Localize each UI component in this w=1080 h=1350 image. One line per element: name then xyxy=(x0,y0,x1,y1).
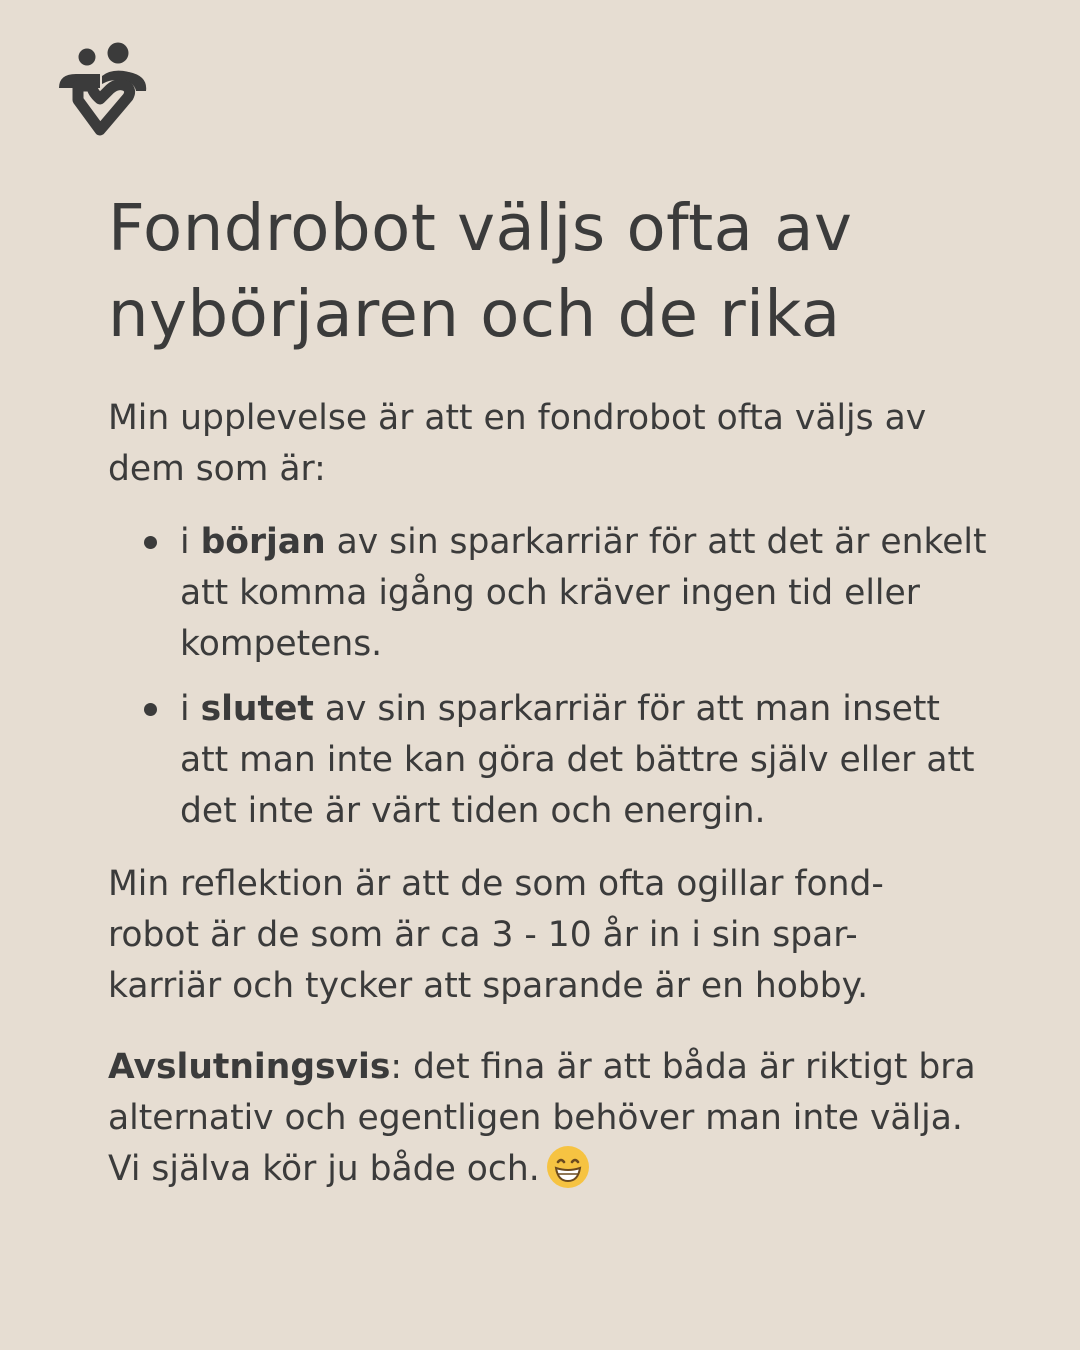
bullet-1-pre: i xyxy=(180,522,201,562)
reflection-line-1: Min reflektion är att de som ofta ogillar fond- xyxy=(108,864,884,904)
bullet-2-post: av sin sparkarriär för att man insett att man inte kan göra det bättre själv eller att det inte är värt tiden och energin. xyxy=(180,689,975,831)
closing-text: : det fina är att båda är riktigt bra alternativ och egentligen behöver man inte välja. Vi själva kör ju både och. xyxy=(108,1047,976,1189)
bullet-1-bold: början xyxy=(200,522,326,562)
bullet-dot-icon xyxy=(144,536,157,549)
page-title xyxy=(108,186,988,358)
closing-bold: Avslutningsvis xyxy=(108,1047,391,1087)
main-content xyxy=(108,186,988,1195)
list-item xyxy=(180,684,988,837)
bullet-2-pre: i xyxy=(180,689,201,729)
list-item xyxy=(180,517,988,670)
grinning-face-emoji-icon xyxy=(546,1145,590,1189)
bullet-dot-icon xyxy=(144,703,157,716)
reflection-line-2: robot är de som är ca 3 - 10 år in i sin spar- xyxy=(108,915,858,955)
reflection-paragraph xyxy=(108,859,988,1012)
reflection-line-3: karriär och tycker att sparande är en hobby. xyxy=(108,966,869,1006)
title-line-1: Fondrobot väljs ofta av xyxy=(108,192,853,266)
closing-paragraph xyxy=(108,1042,988,1195)
bullet-1-post: av sin sparkarriär för att det är enkelt att komma igång och kräver ingen tid eller kompetens. xyxy=(180,522,987,664)
bullet-list xyxy=(108,517,988,837)
title-line-2: nybörjaren och de rika xyxy=(108,278,841,352)
intro-paragraph: Min upplevelse är att en fondrobot ofta väljs av dem som är: xyxy=(108,398,927,489)
people-heart-logo-icon xyxy=(52,42,150,136)
bullet-2-bold: slutet xyxy=(200,689,314,729)
